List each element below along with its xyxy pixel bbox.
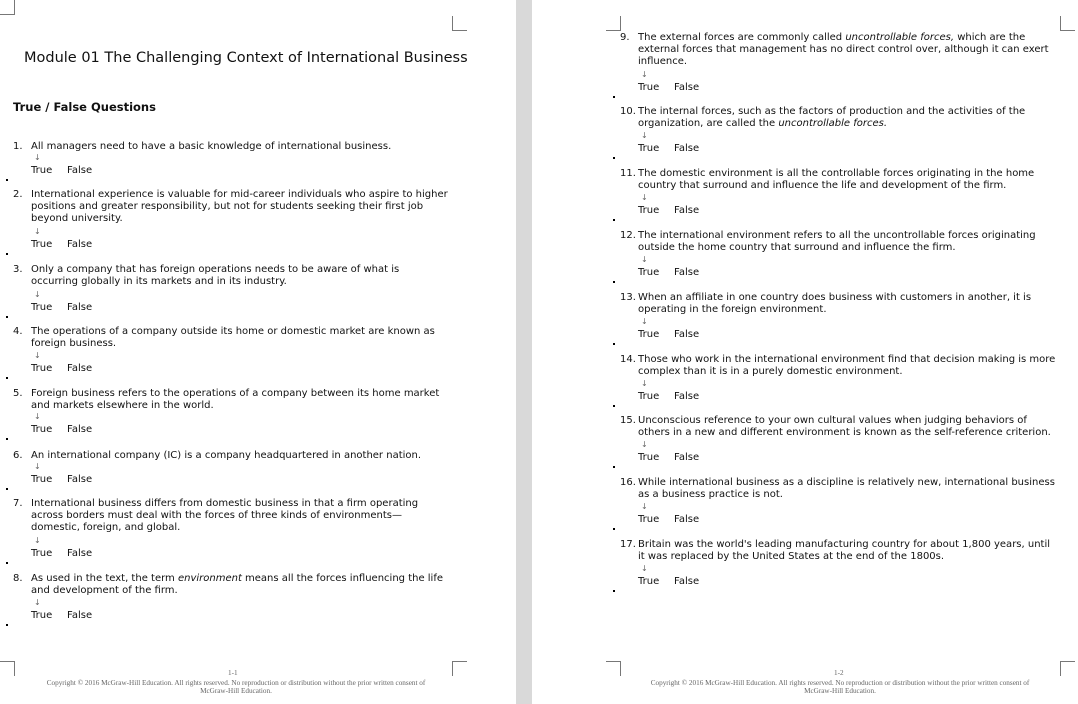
question-term-italic: uncontrollable forces. (778, 118, 888, 130)
question-text (31, 573, 449, 597)
true-false-options (31, 548, 92, 559)
true-option[interactable]: True (638, 205, 660, 216)
question-term-italic: uncontrollable forces, (845, 32, 955, 43)
true-option[interactable]: True (31, 239, 53, 250)
question-number: 7. (13, 498, 23, 509)
question-item (13, 189, 449, 226)
paragraph-mark: ↓ (641, 502, 648, 511)
true-false-options (31, 363, 92, 374)
question-item (13, 498, 449, 535)
question-text: An international company (IC) is a company headquartered in another nation. (31, 450, 422, 461)
true-option[interactable]: True (638, 514, 660, 525)
true-false-options (638, 452, 699, 463)
question-number: 10. (620, 106, 636, 117)
false-option[interactable]: False (674, 205, 700, 216)
false-option[interactable]: False (674, 391, 700, 402)
paragraph-mark: ↓ (641, 317, 648, 326)
question-text-part: means all the forces influencing the life and development of the firm. (31, 573, 444, 597)
false-option[interactable]: False (674, 143, 700, 154)
true-option[interactable]: True (31, 165, 53, 176)
false-option[interactable]: False (67, 548, 93, 559)
paragraph-bullet (6, 316, 8, 318)
true-option[interactable]: True (638, 267, 660, 278)
paragraph-bullet (6, 179, 8, 181)
question-number: 3. (13, 264, 23, 275)
question-item (13, 326, 449, 350)
question-number: 16. (620, 477, 636, 488)
question-text: Foreign business refers to the operations of a company between its home market and markets elsewhere in the world. (31, 388, 440, 412)
question-text: All managers need to have a basic knowledge of international business. (31, 141, 392, 152)
true-option[interactable]: True (31, 474, 53, 485)
paragraph-mark: ↓ (34, 598, 41, 607)
paragraph-bullet (613, 219, 615, 221)
paragraph-mark: ↓ (34, 412, 41, 421)
question-text: Britain was the world's leading manufacturing country for about 1,800 years, until it was replaced by the United States at the end of the 1800s. (638, 539, 1051, 563)
false-option[interactable]: False (674, 329, 700, 340)
question-term-italic: environment (177, 573, 242, 584)
true-option[interactable]: True (31, 302, 53, 313)
question-number: 11. (620, 168, 636, 179)
true-false-options (31, 165, 92, 176)
question-item (13, 141, 449, 153)
copyright-footer (620, 679, 1060, 695)
copyright-line: Copyright © 2016 McGraw-Hill Education. All rights reserved. No reproduction or distribution without the prior written consent of (46, 679, 426, 687)
question-item (620, 415, 1056, 439)
false-option[interactable]: False (674, 82, 700, 93)
copyright-line: McGraw-Hill Education. (804, 687, 876, 695)
question-item (620, 477, 1056, 501)
true-option[interactable]: True (638, 391, 660, 402)
true-option[interactable]: True (638, 329, 660, 340)
question-number: 9. (620, 32, 630, 43)
page-number: 1-1 (228, 669, 238, 677)
true-option[interactable]: True (638, 82, 660, 93)
true-false-options (638, 329, 699, 340)
true-option[interactable]: True (638, 452, 660, 463)
paragraph-bullet (613, 157, 615, 159)
paragraph-bullet (613, 405, 615, 407)
true-option[interactable]: True (31, 610, 53, 621)
question-text-part: which are the external forces that management has no direct control over, although it can exert influence. (638, 32, 1049, 68)
question-text: Only a company that has foreign operations needs to be aware of what is occurring globally in its markets and in its industry. (31, 264, 400, 288)
false-option[interactable]: False (674, 514, 700, 525)
question-item (620, 106, 1056, 130)
true-false-options (638, 143, 699, 154)
crop-mark (606, 661, 621, 676)
paragraph-mark: ↓ (641, 379, 648, 388)
document-page-1 (0, 0, 516, 704)
true-option[interactable]: True (31, 363, 53, 374)
copyright-line: McGraw-Hill Education. (200, 687, 272, 695)
paragraph-mark: ↓ (34, 227, 41, 236)
question-text: International business differs from domestic business in that a firm operating across borders must deal with the forces of three kinds of environments—domestic, foreign, and global. (31, 498, 419, 534)
paragraph-mark: ↓ (34, 153, 41, 162)
paragraph-bullet (6, 624, 8, 626)
paragraph-mark: ↓ (641, 193, 648, 202)
paragraph-bullet (613, 590, 615, 592)
copyright-footer (16, 679, 456, 695)
question-text: Unconscious reference to your own cultural values when judging behaviors of others in a new and different environment is known as the self-reference criterion. (638, 415, 1051, 439)
question-text: When an affiliate in one country does business with customers in another, it is operating in the foreign environment. (638, 292, 1032, 316)
question-item (620, 32, 1056, 69)
question-text-part: As used in the text, the term (31, 573, 178, 584)
paragraph-bullet (613, 528, 615, 530)
paragraph-mark: ↓ (641, 564, 648, 573)
question-text: International experience is valuable for mid-career individuals who aspire to higher positions and greater responsibility, but not for students seeking their first job beyond university. (31, 189, 448, 225)
paragraph-bullet (613, 96, 615, 98)
question-item (13, 388, 449, 412)
question-number: 13. (620, 292, 636, 303)
question-text: The international environment refers to all the uncontrollable forces originating outside the home country that surround and influence the firm. (638, 230, 1036, 254)
question-item (13, 450, 449, 462)
question-number: 4. (13, 326, 23, 337)
paragraph-mark: ↓ (34, 290, 41, 299)
true-false-options (31, 424, 92, 435)
paragraph-mark: ↓ (641, 70, 648, 79)
crop-mark (1060, 16, 1075, 31)
question-item (620, 354, 1056, 378)
crop-mark (452, 16, 467, 31)
false-option[interactable]: False (674, 267, 700, 278)
question-number: 12. (620, 230, 636, 241)
false-option[interactable]: False (67, 474, 93, 485)
question-number: 1. (13, 141, 23, 152)
paragraph-bullet (6, 562, 8, 564)
true-option[interactable]: True (31, 424, 53, 435)
question-item (620, 230, 1056, 254)
true-option[interactable]: True (638, 576, 660, 587)
true-false-options (638, 267, 699, 278)
document-page-2 (532, 0, 1078, 704)
crop-mark (0, 0, 15, 15)
question-number: 17. (620, 539, 636, 550)
copyright-line: Copyright © 2016 McGraw-Hill Education. All rights reserved. No reproduction or distribution without the prior written consent of (650, 679, 1030, 687)
true-false-options (638, 82, 699, 93)
false-option[interactable]: False (674, 576, 700, 587)
true-false-options (31, 302, 92, 313)
question-text-part: The internal forces, such as the factors of production and the activities of the organization, are called the (638, 106, 1026, 130)
paragraph-mark: ↓ (34, 462, 41, 471)
question-text: While international business as a discipline is relatively new, international business as a business practice is not. (638, 477, 1055, 501)
question-text: Those who work in the international environment find that decision making is more complex than it is in a purely domestic environment. (638, 354, 1056, 378)
question-number: 15. (620, 415, 636, 426)
question-text-part: The external forces are commonly called (638, 32, 846, 43)
question-number: 6. (13, 450, 23, 461)
paragraph-mark: ↓ (641, 131, 648, 140)
false-option[interactable]: False (67, 363, 93, 374)
question-text: The operations of a company outside its home or domestic market are known as foreign business. (31, 326, 435, 350)
crop-mark (1060, 661, 1075, 676)
question-text (638, 32, 1056, 69)
paragraph-mark: ↓ (641, 440, 648, 449)
paragraph-bullet (6, 488, 8, 490)
crop-mark (452, 661, 467, 676)
paragraph-mark: ↓ (34, 536, 41, 545)
true-false-options (638, 514, 699, 525)
document-title: Module 01 The Challenging Context of International Business (24, 50, 468, 66)
false-option[interactable]: False (67, 302, 93, 313)
true-option[interactable]: True (31, 548, 53, 559)
paragraph-bullet (6, 253, 8, 255)
paragraph-mark: ↓ (641, 255, 648, 264)
question-item (620, 539, 1056, 563)
paragraph-bullet (613, 343, 615, 345)
true-false-options (31, 610, 92, 621)
section-heading: True / False Questions (13, 100, 156, 114)
true-false-options (638, 391, 699, 402)
question-item (620, 168, 1056, 192)
true-option[interactable]: True (638, 143, 660, 154)
page-number: 1-2 (834, 669, 844, 677)
question-number: 8. (13, 573, 23, 584)
question-number: 14. (620, 354, 636, 365)
crop-mark (606, 16, 621, 31)
question-number: 5. (13, 388, 23, 399)
paragraph-bullet (613, 466, 615, 468)
false-option[interactable]: False (67, 610, 93, 621)
false-option[interactable]: False (67, 424, 93, 435)
paragraph-bullet (6, 377, 8, 379)
false-option[interactable]: False (67, 239, 93, 250)
true-false-options (638, 576, 699, 587)
paragraph-bullet (6, 438, 8, 440)
false-option[interactable]: False (674, 452, 700, 463)
true-false-options (31, 474, 92, 485)
true-false-options (638, 205, 699, 216)
paragraph-mark: ↓ (34, 351, 41, 360)
paragraph-bullet (613, 281, 615, 283)
true-false-options (31, 239, 92, 250)
question-number: 2. (13, 189, 23, 200)
false-option[interactable]: False (67, 165, 93, 176)
question-item (620, 292, 1056, 316)
question-item (13, 264, 449, 288)
crop-mark (0, 661, 15, 676)
question-item (13, 573, 449, 597)
question-text: The domestic environment is all the controllable forces originating in the home country that surround and influence the life and development of the firm. (638, 168, 1035, 192)
question-text (638, 106, 1056, 130)
